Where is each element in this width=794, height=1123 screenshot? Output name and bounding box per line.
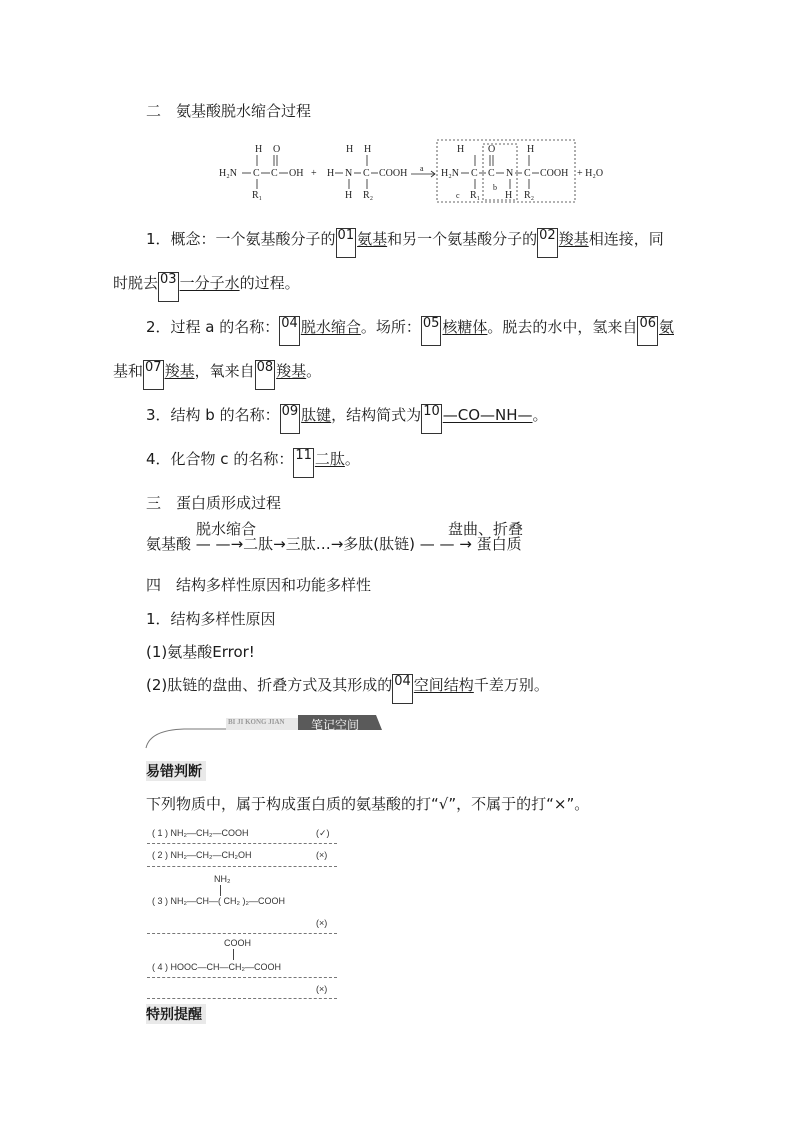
structure-b-label: b bbox=[493, 183, 497, 192]
section-heading-2: 二 氨基酸脱水缩合过程 bbox=[146, 102, 312, 120]
answer-blank-07: 07 bbox=[143, 360, 164, 390]
answer-blank-03: 03 bbox=[158, 272, 179, 302]
answer-blank-11: 11 bbox=[293, 448, 314, 478]
process-line-1: 2．过程 a 的名称： 04 脱水缩合。场所： 05 核糖体。脱去的水中，氢来自 06 氨 bbox=[146, 316, 674, 346]
h-atom: H bbox=[457, 144, 465, 155]
flow-peptides: →二肽→三肽…→多肽(肽链) bbox=[230, 535, 415, 553]
answer-blank-05: 05 bbox=[421, 316, 442, 346]
h-atom: H bbox=[345, 190, 353, 201]
answer-text: 核糖体 bbox=[442, 318, 488, 336]
quiz-substituent: COOH bbox=[224, 938, 251, 948]
answer-text: 一分子水 bbox=[179, 274, 240, 292]
answer-text: 空间结构 bbox=[413, 676, 474, 694]
long-arrow-1: — — bbox=[191, 535, 231, 553]
h-atom: H bbox=[255, 144, 263, 155]
answer-text: 氨基 bbox=[357, 230, 388, 248]
flow-label-dehydration: 脱水缩合 bbox=[196, 520, 257, 538]
h2n-group: H₂N bbox=[441, 168, 459, 179]
flow-label-folding: 盘曲、折叠 bbox=[448, 520, 524, 538]
o-atom: O bbox=[488, 144, 496, 155]
answer-text: 氨 bbox=[658, 318, 674, 336]
h-atom: H bbox=[527, 144, 535, 155]
row-divider bbox=[147, 866, 337, 867]
answer-text: —CO—NH— bbox=[442, 406, 533, 424]
h-atom: H bbox=[505, 190, 513, 201]
row-divider bbox=[147, 843, 337, 844]
section-heading-3: 三 蛋白质形成过程 bbox=[146, 494, 282, 512]
oh-group: OH bbox=[289, 168, 304, 179]
answer-text: 羧基 bbox=[276, 362, 307, 380]
answer-blank-04: 04 bbox=[279, 316, 300, 346]
answer-text: 羧基 bbox=[164, 362, 195, 380]
dehydration-reaction-diagram bbox=[215, 138, 615, 204]
answer-text: 二肽 bbox=[314, 450, 345, 468]
answer-blank-01: 01 bbox=[336, 228, 357, 258]
flow-amino-acid: 氨基酸 bbox=[146, 535, 192, 553]
plus-sign: + bbox=[311, 168, 317, 179]
row-divider bbox=[147, 977, 337, 978]
quiz-answer: (×) bbox=[316, 918, 328, 928]
quiz-substituent: NH₂ bbox=[214, 874, 231, 884]
section-heading-4: 四 结构多样性原因和功能多样性 bbox=[146, 576, 372, 594]
cooh-group: COOH bbox=[379, 168, 408, 179]
r1-group: R₁ bbox=[252, 190, 263, 201]
notes-banner-pinyin: BI JI KONG JIAN bbox=[228, 718, 285, 726]
compound-c-label: c bbox=[456, 191, 460, 200]
quiz-formula: ( 2 ) NH₂—CH₂—CH₂OH bbox=[152, 850, 252, 860]
r2-group: R₂ bbox=[363, 190, 374, 201]
r2-group: R₂ bbox=[524, 190, 535, 201]
answer-blank-06: 06 bbox=[637, 316, 658, 346]
process-a-label: a bbox=[420, 164, 424, 173]
quiz-formula: ( 1 ) NH₂—CH₂—COOH bbox=[152, 828, 249, 838]
water-product: + H₂O bbox=[577, 168, 604, 179]
answer-blank-02: 02 bbox=[537, 228, 558, 258]
row-divider bbox=[147, 998, 337, 999]
quiz-answer: (✓) bbox=[316, 828, 330, 838]
r1-group: R₁ bbox=[470, 190, 481, 201]
answer-blank-09: 09 bbox=[280, 404, 301, 434]
answer-blank-10: 10 bbox=[421, 404, 442, 434]
special-reminder-title: 特别提醒 bbox=[146, 1004, 206, 1024]
quiz-title: 易错判断 bbox=[146, 761, 206, 781]
h2n-group: H₂N bbox=[219, 168, 237, 179]
c-atom: C bbox=[524, 168, 531, 179]
protein-formation-flow bbox=[146, 533, 522, 554]
compound-line: 4．化合物 c 的名称： 11 二肽。 bbox=[146, 448, 360, 478]
answer-text: 脱水缩合 bbox=[300, 318, 361, 336]
answer-blank-08: 08 bbox=[255, 360, 276, 390]
diversity-item-2: (2)肽链的盘曲、折叠方式及其形成的 04 空间结构千差万别。 bbox=[146, 674, 549, 704]
concept-line-2: 时脱去 03 一分子水的过程。 bbox=[113, 272, 300, 302]
c-atom: C bbox=[471, 168, 478, 179]
o-atom: O bbox=[273, 144, 281, 155]
n-atom: N bbox=[506, 168, 514, 179]
notes-banner-label: 笔记空间 bbox=[311, 718, 360, 732]
c-atom: C bbox=[488, 168, 495, 179]
h-atom: H bbox=[327, 168, 335, 179]
answer-text: 羧基 bbox=[558, 230, 589, 248]
bond-line bbox=[220, 885, 221, 896]
h-atom: H bbox=[346, 144, 354, 155]
quiz-answer: (×) bbox=[316, 850, 328, 860]
c-atom: C bbox=[363, 168, 370, 179]
flow-protein: 蛋白质 bbox=[476, 535, 522, 553]
answer-blank-04: 04 bbox=[392, 674, 413, 704]
diversity-item-1: (1)氨基酸Error! bbox=[146, 643, 255, 661]
quiz-formula: ( 4 ) HOOC—CH—CH₂—COOH bbox=[152, 962, 281, 972]
process-line-2: 基和 07 羧基，氧来自 08 羧基。 bbox=[113, 360, 321, 390]
concept-line-1: 1．概念：一个氨基酸分子的 01 氨基和另一个氨基酸分子的 02 羧基相连接，同 bbox=[146, 228, 664, 258]
quiz-answer: (×) bbox=[316, 984, 328, 994]
c-atom: C bbox=[253, 168, 260, 179]
long-arrow-2: — — → bbox=[414, 535, 477, 553]
diversity-subheading: 1．结构多样性原因 bbox=[146, 610, 276, 628]
h-atom: H bbox=[364, 144, 372, 155]
structure-line: 3．结构 b 的名称： 09 肽键，结构简式为 10 —CO—NH—。 bbox=[146, 404, 548, 434]
quiz-prompt: 下列物质中，属于构成蛋白质的氨基酸的打“√”，不属于的打“×”。 bbox=[146, 795, 590, 813]
answer-text: 肽键 bbox=[301, 406, 332, 424]
cooh-group: COOH bbox=[540, 168, 569, 179]
bond-line bbox=[233, 949, 234, 960]
n-atom: N bbox=[345, 168, 353, 179]
quiz-formula: ( 3 ) NH₂—CH—( CH₂ )₂—COOH bbox=[152, 896, 285, 906]
c-atom: C bbox=[271, 168, 278, 179]
row-divider bbox=[147, 933, 337, 934]
